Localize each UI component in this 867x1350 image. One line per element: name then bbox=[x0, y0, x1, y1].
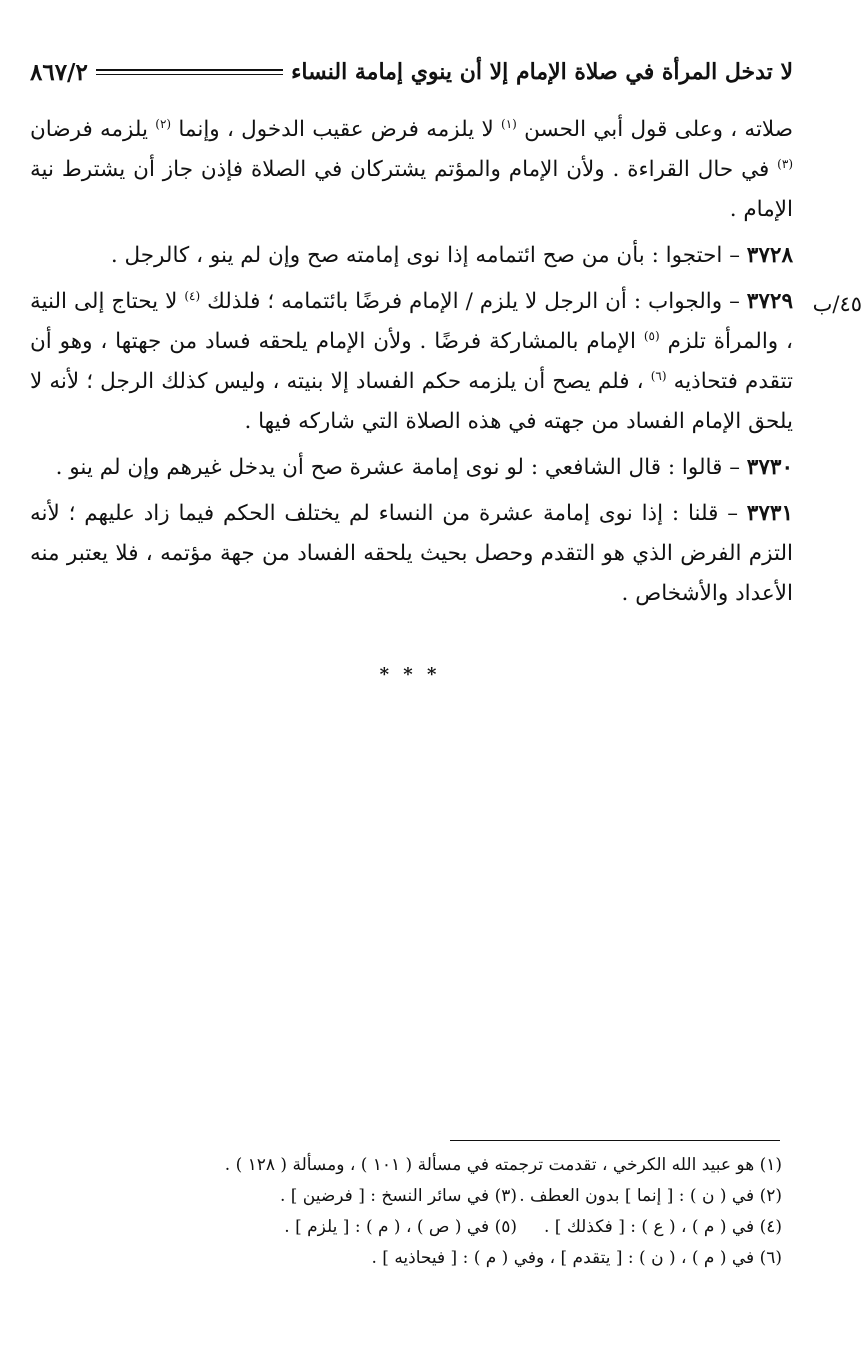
text-segment: – قالوا : قال الشافعي : لو نوى إمامة عشرة صح أن يدخل غيرهم وإن لم ينو . bbox=[55, 455, 747, 480]
text-segment: في حال القراءة . ولأن الإمام والمؤتم يشتركان في الصلاة فإذن جاز أن يشترط نية الإمام . bbox=[30, 157, 793, 222]
footnote-marker: (٢) bbox=[155, 117, 172, 131]
paragraph bbox=[30, 448, 793, 488]
footnote-row bbox=[60, 1181, 782, 1212]
footnote: (٣) في سائر النسخ : [ فرضين ] . bbox=[279, 1186, 517, 1206]
paragraph bbox=[30, 282, 793, 442]
footnote: (٦) في ( م ) ، ( ن ) : [ يتقدم ] ، وفي ( م ) : [ فيحاذيه ] . bbox=[371, 1248, 782, 1268]
text-segment: – قلنا : إذا نوى إمامة عشرة من النساء لم يختلف الحكم فيما زاد عليهم ؛ لأنه التزم الفرض الذي هو التقدم وحصل بحيث يلحقه الفساد من جهة مؤتمه ، فلا يعتبر منه الأعداد والأشخاص . bbox=[30, 501, 793, 606]
footnote-row bbox=[60, 1150, 782, 1181]
footnotes bbox=[60, 1150, 782, 1274]
paragraph-number: ٣٧٣١ bbox=[746, 501, 793, 526]
running-header bbox=[30, 50, 793, 94]
footnote-marker: (٥) bbox=[643, 329, 660, 343]
footnote-marker: (٤) bbox=[184, 289, 201, 303]
text-segment: لا يحتاج إلى النية ، والمرأة تلزم bbox=[30, 289, 793, 354]
manuscript-folio-note: ٤٥/ب bbox=[812, 292, 862, 316]
text-segment: لا يلزمه فرض عقيب الدخول ، وإنما bbox=[171, 117, 501, 142]
footnote-marker: (٦) bbox=[650, 369, 667, 383]
text-segment: الإمام بالمشاركة فرضًا . ولأن الإمام يلحقه فساد من جهتها ، وهو أن تتقدم فتحاذيه bbox=[30, 329, 793, 394]
footnote-row bbox=[60, 1243, 782, 1274]
text-segment: – والجواب : أن الرجل لا يلزم / الإمام فرضًا بائتمامه ؛ فلذلك bbox=[200, 289, 747, 314]
text-segment: صلاته ، وعلى قول أبي الحسن bbox=[516, 117, 794, 142]
paragraph bbox=[30, 236, 793, 276]
footnote-rule bbox=[450, 1140, 780, 1141]
footnote: (٤) في ( م ) ، ( ع ) : [ فكذلك ] . bbox=[544, 1217, 782, 1237]
text-segment: ، فلم يصح أن يلزمه حكم الفساد إلا بنيته ، وليس كذلك الرجل ؛ لأنه لا يلحق الإمام الفساد من جهته في هذه الصلاة التي شاركه فيها . bbox=[30, 369, 793, 434]
text-segment: يلزمه فرضان bbox=[30, 117, 156, 142]
footnote-row bbox=[60, 1212, 782, 1243]
text-segment: – احتجوا : بأن من صح ائتمامه إذا نوى إمامته صح وإن لم ينو ، كالرجل . bbox=[110, 243, 747, 268]
paragraph bbox=[30, 494, 793, 614]
footnote: (٢) في ( ن ) : [ إنما ] بدون العطف . bbox=[519, 1186, 782, 1206]
page-number: ٨٦٧/٢ bbox=[30, 58, 88, 86]
paragraph-number: ٣٧٢٩ bbox=[746, 289, 793, 314]
footnote-marker: (١) bbox=[501, 117, 517, 131]
footnote: (١) هو عبيد الله الكرخي ، تقدمت ترجمته في مسألة ( ١٠١ ) ، ومسألة ( ١٢٨ ) . bbox=[224, 1155, 782, 1175]
header-rule bbox=[96, 69, 283, 75]
footnote-marker: (٣) bbox=[777, 157, 793, 171]
section-separator: * * * bbox=[379, 664, 441, 685]
paragraph bbox=[30, 110, 793, 230]
paragraph-number: ٣٧٣٠ bbox=[746, 455, 793, 480]
footnote: (٥) في ( ص ) ، ( م ) : [ يلزم ] . bbox=[284, 1217, 517, 1237]
main-text bbox=[30, 110, 793, 620]
header-title: لا تدخل المرأة في صلاة الإمام إلا أن ينوي إمامة النساء bbox=[291, 59, 793, 85]
paragraph-number: ٣٧٢٨ bbox=[746, 243, 793, 268]
